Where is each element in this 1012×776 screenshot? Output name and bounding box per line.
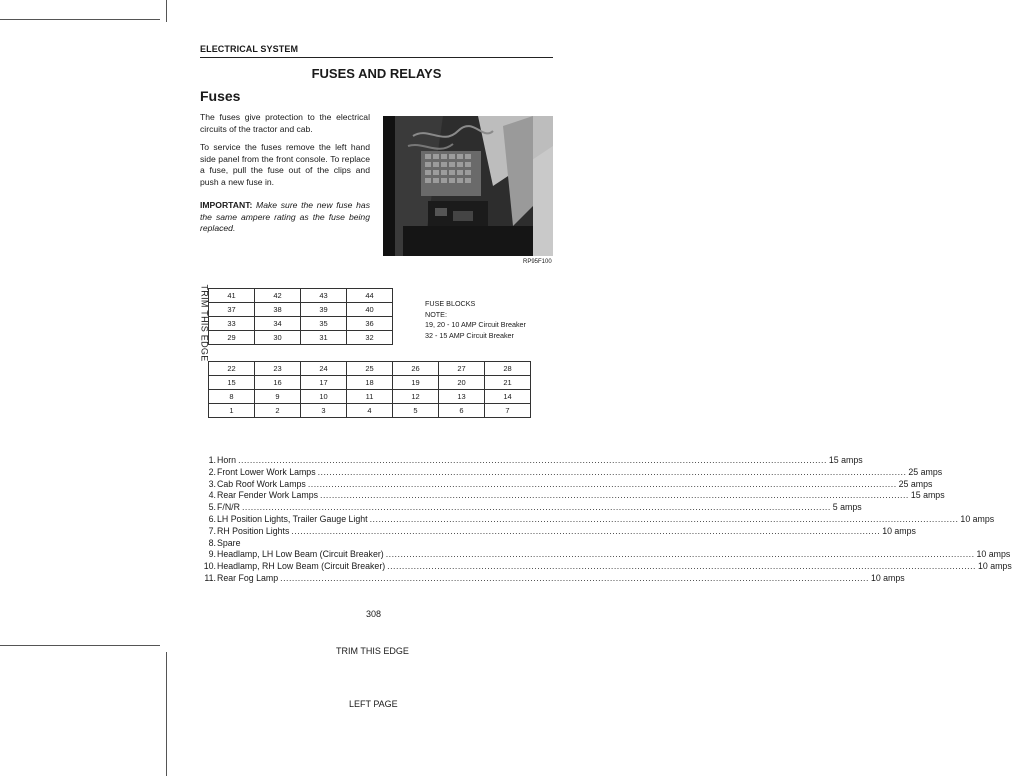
fuse-list-amps: 10 amps <box>977 561 1012 572</box>
fuse-list-item <box>202 478 933 491</box>
fuse-list-name: Rear Fender Work Lamps <box>217 490 319 501</box>
footer-trim-label: TRIM THIS EDGE <box>336 646 409 656</box>
fuse-cell: 21 <box>485 376 531 390</box>
trim-line-top-vertical <box>166 0 167 22</box>
fuse-list-amps: 5 amps <box>832 502 862 513</box>
fuse-list-number: 9. <box>208 549 216 560</box>
fuse-list-item <box>202 538 553 550</box>
fuse-list-amps: 25 amps <box>898 478 933 489</box>
fuse-list-item <box>202 549 1011 561</box>
fuse-cell: 37 <box>209 303 255 317</box>
fuse-list-leader: ........................................................................................................................................................................................................ <box>385 549 975 560</box>
fuse-block-row <box>209 289 393 303</box>
fuse-cell: 12 <box>393 390 439 404</box>
fuse-list-item <box>202 466 943 479</box>
fuse-cell: 28 <box>485 362 531 376</box>
fuse-block-lower <box>208 361 531 418</box>
fuse-list-leader: ........................................................................................................................................................................................................ <box>369 513 959 524</box>
fuse-cell: 41 <box>209 289 255 303</box>
paragraph-service: To service the fuses remove the left hand side panel from the front console. To replace a fuse, pull the fuse out of the clips and push a new fuse in. <box>200 142 370 187</box>
fuse-list-number: 10. <box>203 561 216 572</box>
fuse-cell: 26 <box>393 362 439 376</box>
fuse-cell: 16 <box>255 376 301 390</box>
fuse-list-item <box>202 525 916 538</box>
fuse-list-name: Spare <box>217 537 241 548</box>
fuse-list-name: Front Lower Work Lamps <box>217 466 316 477</box>
fuse-list-name: F/N/R <box>217 502 240 513</box>
fuse-cell: 22 <box>209 362 255 376</box>
fuse-cell: 38 <box>255 303 301 317</box>
fuse-list-number: 8. <box>208 537 216 548</box>
fuse-cell: 34 <box>255 317 301 331</box>
section-header: ELECTRICAL SYSTEM <box>200 44 553 58</box>
fuse-cell: 19 <box>393 376 439 390</box>
page-title: FUSES AND RELAYS <box>311 66 442 81</box>
fuse-list-number: 1. <box>208 455 216 465</box>
fuse-cell: 32 <box>347 331 393 345</box>
fuse-list-item <box>202 561 1012 573</box>
fuse-list-name: Headlamp, RH Low Beam (Circuit Breaker) <box>217 561 386 572</box>
fuse-list-name: Cab Roof Work Lamps <box>217 478 306 489</box>
fuse-cell: 8 <box>209 390 255 404</box>
fuse-cell: 27 <box>439 362 485 376</box>
fuse-list-number: 7. <box>208 525 216 536</box>
note-label: NOTE: <box>425 309 447 319</box>
fuse-cell: 1 <box>209 404 255 418</box>
fuse-list-number: 5. <box>208 502 216 513</box>
fuse-cell: 42 <box>255 289 301 303</box>
fuse-list-name: Horn <box>217 455 237 465</box>
fuse-list-amps: 10 amps <box>960 513 995 524</box>
fuse-cell: 13 <box>439 390 485 404</box>
fuse-list-name: Headlamp, LH Low Beam (Circuit Breaker) <box>217 549 384 560</box>
fuse-list-number: 2. <box>208 466 216 477</box>
fuse-list-leader: ........................................................................................................................................................................................................ <box>241 502 831 513</box>
fuse-list-item <box>202 572 905 585</box>
fuse-block-row <box>209 303 393 317</box>
important-text: Make sure the new fuse has the same ampere rating as the fuse being replaced. <box>200 200 370 234</box>
trim-edge-side-label: TRIM THIS EDGE <box>199 284 210 362</box>
fuse-block-row <box>209 390 531 404</box>
fuse-list-amps: 10 amps <box>882 525 916 536</box>
note-line-1: 19, 20 - 10 AMP Circuit Breaker <box>425 320 526 329</box>
fuse-list-leader: ........................................................................................................................................................................................................ <box>320 490 909 501</box>
fuse-list-amps: 25 amps <box>908 466 943 477</box>
fuse-cell: 7 <box>485 404 531 418</box>
fuse-cell: 36 <box>347 317 393 331</box>
footer-left-page-label: LEFT PAGE <box>349 699 398 709</box>
fuse-cell: 5 <box>393 404 439 418</box>
fuse-cell: 23 <box>255 362 301 376</box>
fuse-cell: 17 <box>301 376 347 390</box>
fuse-list-number: 4. <box>208 490 216 501</box>
photo-caption: RP95F100 <box>523 259 552 265</box>
fuse-cell: 11 <box>347 390 393 404</box>
fuse-list-item <box>202 502 862 514</box>
fuse-list-leader: ........................................................................................................................................................................................................ <box>238 455 827 465</box>
fuse-cell: 29 <box>209 331 255 345</box>
paragraph-intro: The fuses give protection to the electrical circuits of the tractor and cab. <box>200 112 370 134</box>
fuse-cell: 4 <box>347 404 393 418</box>
section-subtitle: Fuses <box>200 88 241 104</box>
fuse-block-row <box>209 331 393 345</box>
fuse-cell: 31 <box>301 331 347 345</box>
fuse-list-leader: ........................................................................................................................................................................................................ <box>280 572 869 583</box>
note-line-2: 32 - 15 AMP Circuit Breaker <box>425 330 514 340</box>
fuse-cell: 2 <box>255 404 301 418</box>
page-number: 308 <box>366 609 382 619</box>
fuse-list-number: 3. <box>208 478 216 489</box>
fuse-list-amps: 15 amps <box>910 490 945 501</box>
fuse-cell: 39 <box>301 303 347 317</box>
fuse-list-name: LH Position Lights, Trailer Gauge Light <box>217 513 368 524</box>
fuse-list-number: 6. <box>208 513 216 524</box>
fuse-cell: 3 <box>301 404 347 418</box>
fuse-list-number: 11. <box>204 572 216 583</box>
fuse-cell: 25 <box>347 362 393 376</box>
fuse-cell: 15 <box>209 376 255 390</box>
fuse-list-amps: 15 amps <box>828 455 863 465</box>
fuse-panel-illustration <box>383 116 553 256</box>
trim-line-bottom-horizontal <box>0 645 160 646</box>
fuse-cell: 33 <box>209 317 255 331</box>
fuse-block-row <box>209 376 531 390</box>
fuse-cell: 44 <box>347 289 393 303</box>
fuse-list-item <box>202 455 863 467</box>
fuse-cell: 9 <box>255 390 301 404</box>
important-label: IMPORTANT: <box>200 200 253 210</box>
fuse-cell: 14 <box>485 390 531 404</box>
fuse-list-item <box>202 490 945 502</box>
trim-line-top-horizontal <box>0 19 160 20</box>
fuse-block-note <box>425 299 526 341</box>
fuse-list <box>202 455 1012 585</box>
fuse-block-row <box>209 404 531 418</box>
fuse-cell: 24 <box>301 362 347 376</box>
fuse-list-leader: ........................................................................................................................................................................................................ <box>291 525 881 536</box>
fuse-cell: 10 <box>301 390 347 404</box>
fuse-list-leader: ........................................................................................................................................................................................................ <box>387 561 976 572</box>
trim-line-bottom-vertical <box>166 652 167 776</box>
fuse-cell: 30 <box>255 331 301 345</box>
fuse-list-item <box>202 513 995 526</box>
fuse-cell: 35 <box>301 317 347 331</box>
fuse-list-amps: 10 amps <box>976 549 1011 560</box>
fuse-list-name: Rear Fog Lamp <box>217 572 279 583</box>
fuse-list-name: RH Position Lights <box>217 525 290 536</box>
fuse-cell: 20 <box>439 376 485 390</box>
fuse-block-row <box>209 362 531 376</box>
fuse-list-leader: ........................................................................................................................................................................................................ <box>307 478 897 489</box>
note-title: FUSE BLOCKS <box>425 299 476 308</box>
fuse-panel-photo <box>383 116 553 256</box>
fuse-list-leader: ........................................................................................................................................................................................................ <box>317 466 907 477</box>
fuse-cell: 6 <box>439 404 485 418</box>
fuse-cell: 40 <box>347 303 393 317</box>
fuse-list-amps: 10 amps <box>870 572 905 583</box>
important-note <box>200 200 370 235</box>
fuse-cell: 43 <box>301 289 347 303</box>
fuse-block-row <box>209 317 393 331</box>
fuse-cell: 18 <box>347 376 393 390</box>
fuse-block-upper <box>208 288 393 345</box>
